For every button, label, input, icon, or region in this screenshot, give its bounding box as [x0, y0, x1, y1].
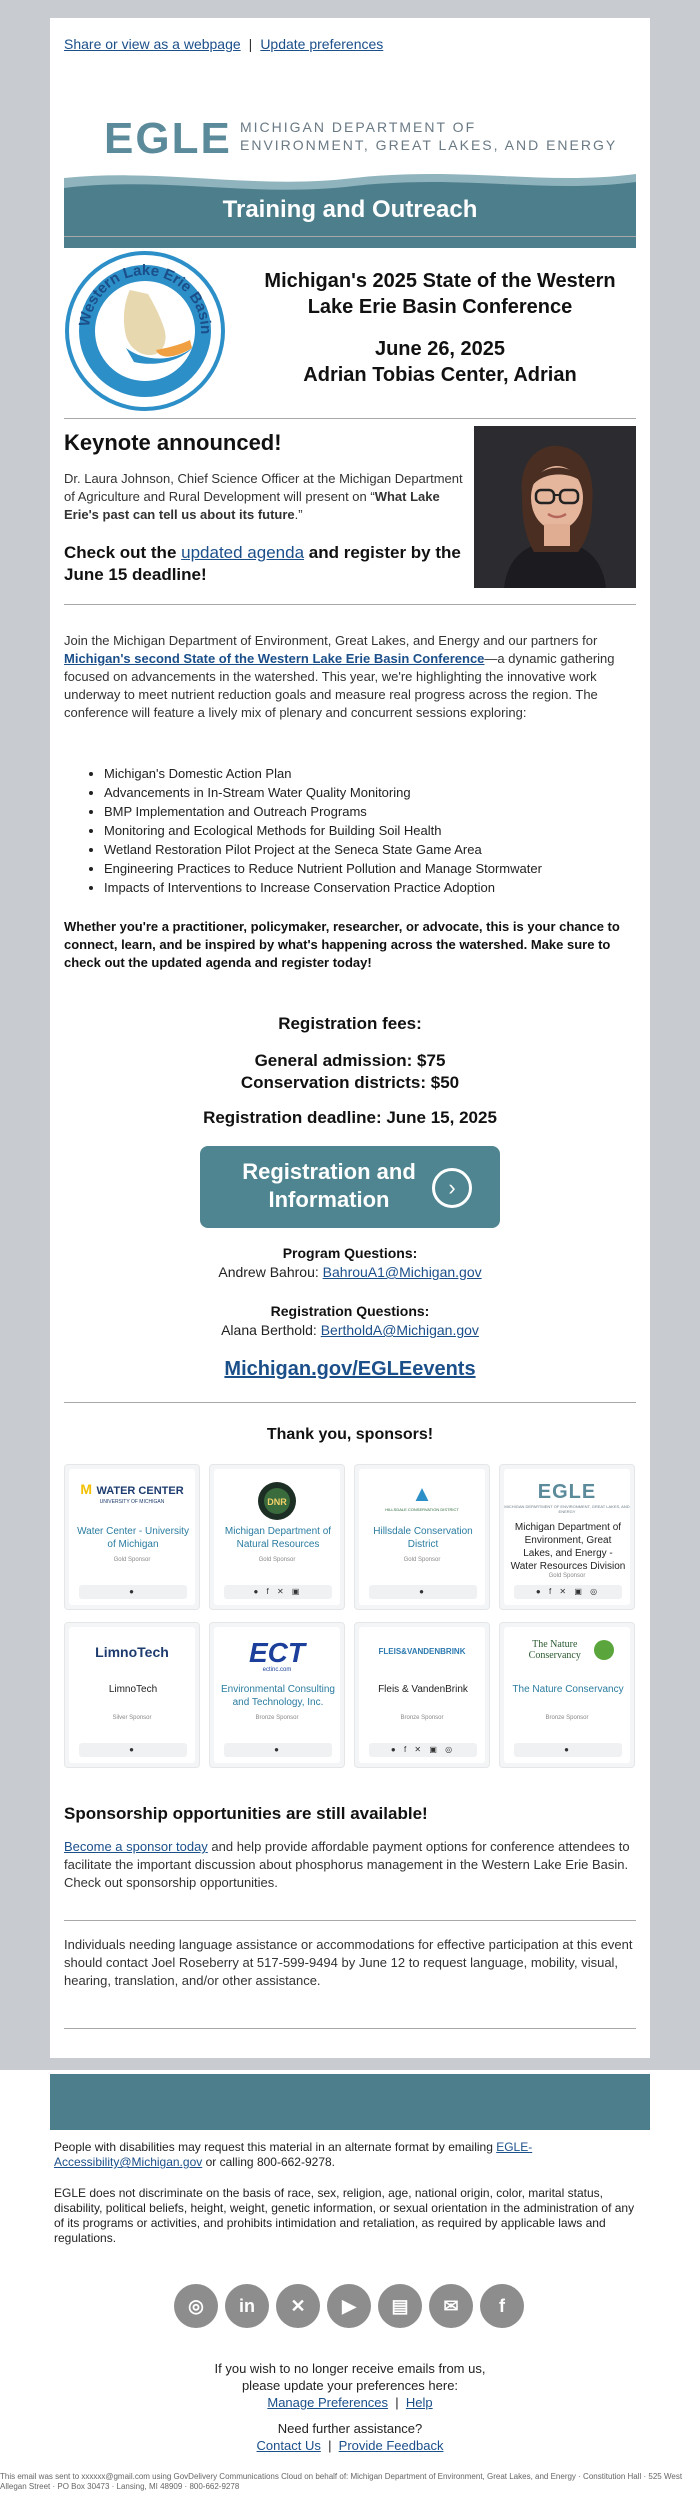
- sponsor-social-icons[interactable]: ● f ✕ ▣ ◎: [514, 1585, 622, 1599]
- egle-logo: EGLE: [104, 114, 232, 163]
- sponsor-name: Environmental Consulting and Technology, Inc.: [221, 1684, 335, 1708]
- divider: [64, 2028, 636, 2029]
- registration-deadline: Registration deadline: June 15, 2025: [203, 1108, 497, 1127]
- sponsors-heading: Thank you, sponsors!: [266, 1426, 434, 1443]
- sponsor-level: Bronze Sponsor: [255, 1715, 299, 1721]
- updated-agenda-link[interactable]: updated agenda: [181, 543, 305, 562]
- list-item: • Monitoring and Ecological Methods for Building Soil Health: [104, 821, 634, 840]
- sponsor-card[interactable]: [64, 1622, 200, 1768]
- instagram-icon[interactable]: ◎: [174, 2284, 218, 2328]
- events-link-wrap: [64, 1358, 636, 1381]
- sponsor-name: Water Center - University of Michigan: [77, 1526, 189, 1550]
- sponsor-level: Silver Sponsor: [112, 1715, 152, 1721]
- keynote-cta: Check out the updated agenda and register by the June 15 deadline!: [64, 543, 461, 584]
- help-link[interactable]: Help: [405, 2395, 433, 2410]
- registration-questions: Registration Questions: Alana Berthold: BertholdA@Michigan.gov: [221, 1303, 479, 1338]
- conference-logo: [64, 250, 226, 412]
- sponsor-logo: LimnoTech: [95, 1644, 169, 1660]
- sponsor-level: Bronze Sponsor: [400, 1715, 444, 1721]
- sponsor-logo: ECT ectinc.com: [249, 1637, 305, 1673]
- list-item: • Impacts of Interventions to Increase Conservation Practice Adoption: [104, 878, 634, 897]
- sponsor-level: Gold Sponsor: [548, 1573, 586, 1579]
- nondiscrimination-notice: EGLE does not discriminate on the basis of race, sex, religion, age, national origin, color, marital status, disability, political beliefs, height, weight, genetic information, or sexual orientation in the administration of any of its programs or activities, and prohibits intimidation and retaliation, as required by applicable laws and regulations.: [54, 2186, 635, 2245]
- list-item: • BMP Implementation and Outreach Programs: [104, 802, 634, 821]
- sponsor-card[interactable]: [209, 1464, 345, 1610]
- conference-title: Michigan's 2025 State of the Western Lake Erie Basin Conference: [264, 270, 616, 318]
- sponsor-name: Hillsdale Conservation District: [373, 1526, 473, 1550]
- sponsor-logo: ▲ HILLSDALE CONSERVATION DISTRICT: [385, 1481, 459, 1512]
- youtube-icon[interactable]: ▶: [327, 2284, 371, 2328]
- provide-feedback-link[interactable]: Provide Feedback: [338, 2438, 444, 2453]
- sponsor-name: Michigan Department of Natural Resources: [224, 1526, 332, 1550]
- leaf-icon: [594, 1640, 614, 1660]
- manage-preferences-link[interactable]: Manage Preferences: [267, 2395, 389, 2410]
- update-preferences-link[interactable]: Update preferences: [260, 36, 384, 52]
- sponsor-social-icons[interactable]: ●: [514, 1743, 622, 1757]
- sponsor-level: Bronze Sponsor: [545, 1715, 589, 1721]
- fees-heading: Registration fees:: [278, 1014, 422, 1033]
- sponsor-level: Gold Sponsor: [258, 1557, 296, 1563]
- conference-date: June 26, 2025: [374, 338, 506, 360]
- events-link[interactable]: Michigan.gov/EGLEevents: [224, 1358, 476, 1380]
- sponsor-card[interactable]: [499, 1622, 635, 1768]
- sponsor-level: Gold Sponsor: [403, 1557, 441, 1563]
- sponsor-logo: [214, 1481, 340, 1521]
- sponsor-card[interactable]: [209, 1622, 345, 1768]
- sponsor-social-icons[interactable]: ●: [224, 1743, 332, 1757]
- program-email-link[interactable]: BahrouA1@Michigan.gov: [322, 1264, 482, 1280]
- keynote-heading: Keynote announced!: [64, 430, 282, 455]
- banner-title: Training and Outreach: [222, 196, 478, 223]
- contact-us-link[interactable]: Contact Us: [256, 2438, 321, 2453]
- chevron-right-icon: ›: [432, 1168, 472, 1208]
- sponsor-name: Fleis & VandenBrink: [378, 1684, 468, 1695]
- sponsor-card[interactable]: [354, 1622, 490, 1768]
- list-item: • Michigan's Domestic Action Plan: [104, 764, 634, 783]
- agency-name-line1: MICHIGAN DEPARTMENT OF: [240, 119, 477, 135]
- divider: [64, 236, 636, 237]
- fee-conservation: Conservation districts: $50: [240, 1073, 460, 1092]
- alt-format-note: People with disabilities may request this material in an alternate format by emailing EGLE-Accessibility@Michigan.gov or calling 800-662-9278.: [54, 2140, 533, 2169]
- conference-logo-ring-text: Western Lake Erie Basin: [75, 261, 215, 335]
- divider: [64, 604, 636, 605]
- accessibility-email-link[interactable]: EGLE-Accessibility@Michigan.gov: [54, 2140, 533, 2169]
- conference-date-venue: [250, 336, 630, 388]
- sponsor-grid: [64, 1464, 636, 1768]
- facebook-icon[interactable]: f: [480, 2284, 524, 2328]
- divider: [64, 1402, 636, 1403]
- language-assistance: Individuals needing language assistance or accommodations for effective participation at this event should contact Joel Roseberry at 517-599-9494 by June 12 to request language, mobility, visual, hearing, translation, and/or other assistance.: [64, 1937, 633, 1988]
- sponsor-social-icons[interactable]: ●: [369, 1585, 477, 1599]
- sponsor-social-icons[interactable]: ● f ✕ ▣ ◎: [369, 1743, 477, 1757]
- list-item: • Engineering Practices to Reduce Nutrient Pollution and Manage Stormwater: [104, 859, 634, 878]
- fees-list: [64, 1050, 636, 1094]
- unsubscribe-block: If you wish to no longer receive emails from us, please update your preferences here: Manage Preferences | Help: [214, 2361, 486, 2410]
- email-icon[interactable]: ✉: [429, 2284, 473, 2328]
- list-item: • Advancements in In-Stream Water Quality Monitoring: [104, 783, 634, 802]
- sponsor-logo: The Nature Conservancy: [504, 1639, 630, 1679]
- share-link[interactable]: Share or view as a webpage: [64, 36, 241, 52]
- keynote-talk-title: What Lake Erie's past can tell us about its future: [64, 489, 440, 522]
- sponsor-name: LimnoTech: [108, 1684, 158, 1695]
- social-links: [174, 2284, 526, 2328]
- sponsor-logo: EGLE MICHIGAN DEPARTMENT OF ENVIRONMENT, GREAT LAKES, AND ENERGY: [504, 1481, 630, 1514]
- sponsor-card[interactable]: [64, 1464, 200, 1610]
- preheader: [64, 36, 383, 52]
- footer-bar: [50, 2074, 650, 2130]
- session-topics: [104, 764, 634, 897]
- registration-button-label: Registration and Information: [242, 1159, 416, 1212]
- assistance-block: Need further assistance? Contact Us | Provide Feedback: [256, 2421, 444, 2453]
- sponsor-social-icons[interactable]: ●: [79, 1743, 187, 1757]
- conference-link[interactable]: Michigan's second State of the Western Lake Erie Basin Conference: [64, 651, 485, 666]
- fee-general: General admission: $75: [254, 1051, 446, 1070]
- sponsor-name: Michigan Department of Environment, Great Lakes, and Energy - Water Resources Division: [510, 1522, 626, 1572]
- sponsor-logo: FLEIS&VANDENBRINK: [378, 1647, 466, 1656]
- preheader-separator: |: [248, 36, 253, 52]
- header-banner: [64, 88, 636, 248]
- agency-name-line2: ENVIRONMENT, GREAT LAKES, AND ENERGY: [240, 137, 618, 153]
- become-sponsor-link[interactable]: Become a sponsor today: [64, 1839, 208, 1854]
- opportunities-heading: Sponsorship opportunities are still available!: [64, 1804, 428, 1823]
- divider: [64, 1920, 636, 1921]
- x-icon[interactable]: ✕: [276, 2284, 320, 2328]
- sponsor-social-icons[interactable]: ● f ✕ ▣: [224, 1585, 332, 1599]
- email-body: [50, 18, 650, 2058]
- registration-questions-heading: Registration Questions:: [270, 1303, 430, 1319]
- intro-paragraph: Join the Michigan Department of Environment, Great Lakes, and Energy and our partners for Michigan's second State of the Western Lake Erie Basin Conference—a dynamic gathering focused on advancements in the watershed. This year, we're highlighting the innovative work underway to meet nutrient reduction goals and measure real progress across the region. The conference will feature a lively mix of plenary and concurrent sessions exploring:: [64, 633, 615, 720]
- sent-to-notice: This email was sent to xxxxxx@gmail.com using GovDelivery Communications Cloud on behalf of: Michigan Department of Environment, Great Lakes, and Energy · Constitution Hall · 525 West Allegan Street · PO Box 30473 · Lansing, MI 48909 · 800-662-9278: [0, 2472, 683, 2491]
- divider: [64, 418, 636, 419]
- keynote-text: Dr. Laura Johnson, Chief Science Officer at the Michigan Department of Agriculture and Rural Development will present on “What Lake Erie's past can tell us about its future.”: [64, 471, 463, 522]
- program-questions-heading: Program Questions:: [282, 1245, 418, 1261]
- sponsor-logo: M WATER CENTER UNIVERSITY OF MICHIGAN: [80, 1481, 184, 1505]
- conference-venue: Adrian Tobias Center, Adrian: [303, 364, 577, 386]
- registration-email-link[interactable]: BertholdA@Michigan.gov: [320, 1322, 479, 1338]
- sponsor-level: Gold Sponsor: [113, 1557, 151, 1563]
- list-item: • Wetland Restoration Pilot Project at the Seneca State Game Area: [104, 840, 634, 859]
- svg-text:DNR: DNR: [267, 1497, 287, 1507]
- sponsor-card[interactable]: [354, 1464, 490, 1610]
- registration-button[interactable]: [200, 1146, 500, 1228]
- opportunities-paragraph: Become a sponsor today and help provide affordable payment options for conference attendees to facilitate the important discussion about phosphorus management in the Western Lake Erie Basin. Check out sponsorship opportunities.: [64, 1839, 630, 1890]
- newsroom-icon[interactable]: ▤: [378, 2284, 422, 2328]
- sponsor-card[interactable]: [499, 1464, 635, 1610]
- sponsor-name: The Nature Conservancy: [512, 1684, 624, 1695]
- closing-paragraph: Whether you're a practitioner, policymaker, researcher, or advocate, this is your chance to connect, learn, and be inspired by what's happening across the watershed. Make sure to check out the updated agenda and register today!: [64, 919, 620, 970]
- keynote-speaker-photo: [474, 426, 636, 588]
- sponsor-social-icons[interactable]: ●: [79, 1585, 187, 1599]
- linkedin-icon[interactable]: in: [225, 2284, 269, 2328]
- program-questions: Program Questions: Andrew Bahrou: BahrouA1@Michigan.gov: [218, 1245, 482, 1280]
- agency-name: [240, 118, 617, 154]
